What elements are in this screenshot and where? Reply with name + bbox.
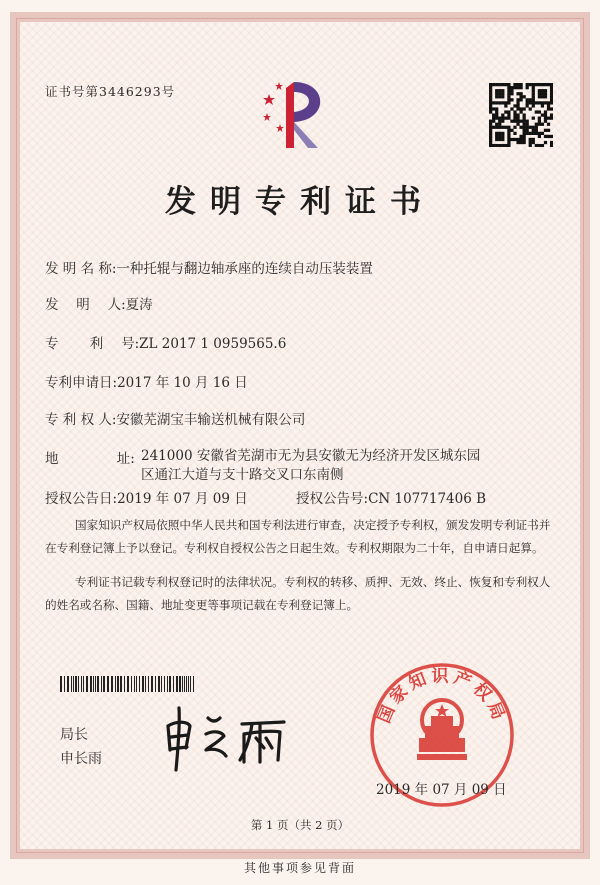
patent-number-label: 专 利 号:	[45, 336, 140, 352]
seal-text: 国家知识产权局	[374, 666, 510, 727]
certificate-number: 证书号第3446293号	[45, 84, 176, 99]
signatory-title: 局长	[60, 727, 88, 743]
grant-number-label: 授权公告号:	[296, 491, 369, 507]
footer-note: 其他事项参见背面	[243, 861, 356, 875]
filing-date-value: 2017 年 10 月 16 日	[117, 375, 248, 391]
filing-date-label: 专利申请日:	[45, 375, 118, 391]
invention-name-row	[45, 257, 373, 277]
address-value	[141, 447, 480, 485]
address-row	[45, 447, 135, 467]
invention-name-label: 发 明 名 称:	[45, 261, 117, 277]
page-indicator: 第 1 页（共 2 页）	[250, 818, 350, 832]
address-label: 地 址:	[45, 451, 135, 467]
grant-number-row	[296, 487, 486, 507]
inventor-row	[45, 293, 153, 313]
patent-office-logo-icon	[258, 76, 338, 160]
grant-date-label: 授权公告日:	[45, 491, 118, 507]
invention-name-value: 一种托辊与翻边轴承座的连续自动压装装置	[116, 261, 373, 277]
patent-number-value: ZL 2017 1 0959565.6	[139, 336, 287, 352]
patent-number-row	[45, 332, 286, 352]
address-line-2: 区通江大道与支十路交叉口东南侧	[141, 467, 344, 483]
barcode-icon	[60, 676, 195, 692]
inventor-label: 发 明 人:	[45, 297, 126, 313]
address-line-1: 241000 安徽省芜湖市无为县安徽无为经济开发区城东园	[141, 448, 481, 464]
grant-date-value: 2019 年 07 月 09 日	[117, 491, 248, 507]
inventor-value: 夏涛	[125, 297, 153, 313]
patentee-label: 专 利 权 人:	[45, 412, 117, 428]
patentee-value: 安徽芜湖宝丰输送机械有限公司	[116, 412, 306, 428]
statement-paragraph-1: 国家知识产权局依照中华人民共和国专利法进行审查，决定授予专利权，颁发发明专利证书并在专利登记簿上予以登记。专利权自授权公告之日起生效。专利权期限为二十年，自申请日起算。	[45, 518, 551, 555]
filing-date-row	[45, 371, 248, 391]
grant-number-value: CN 107717406 B	[368, 491, 487, 507]
seal-date: 2019 年 07 月 09 日	[376, 782, 507, 798]
statement-paragraph-2: 专利证书记载专利权登记时的法律状况。专利权的转移、质押、无效、终止、恢复和专利权人的姓名或名称、国籍、地址变更等事项记载在专利登记簿上。	[45, 575, 551, 612]
patentee-row	[45, 408, 305, 428]
qr-code-icon	[489, 83, 553, 147]
handwritten-signature-icon	[160, 704, 305, 778]
certificate-title: 发明专利证书	[165, 184, 435, 220]
signatory-name: 申长雨	[60, 751, 102, 767]
grant-date-row	[45, 487, 248, 507]
